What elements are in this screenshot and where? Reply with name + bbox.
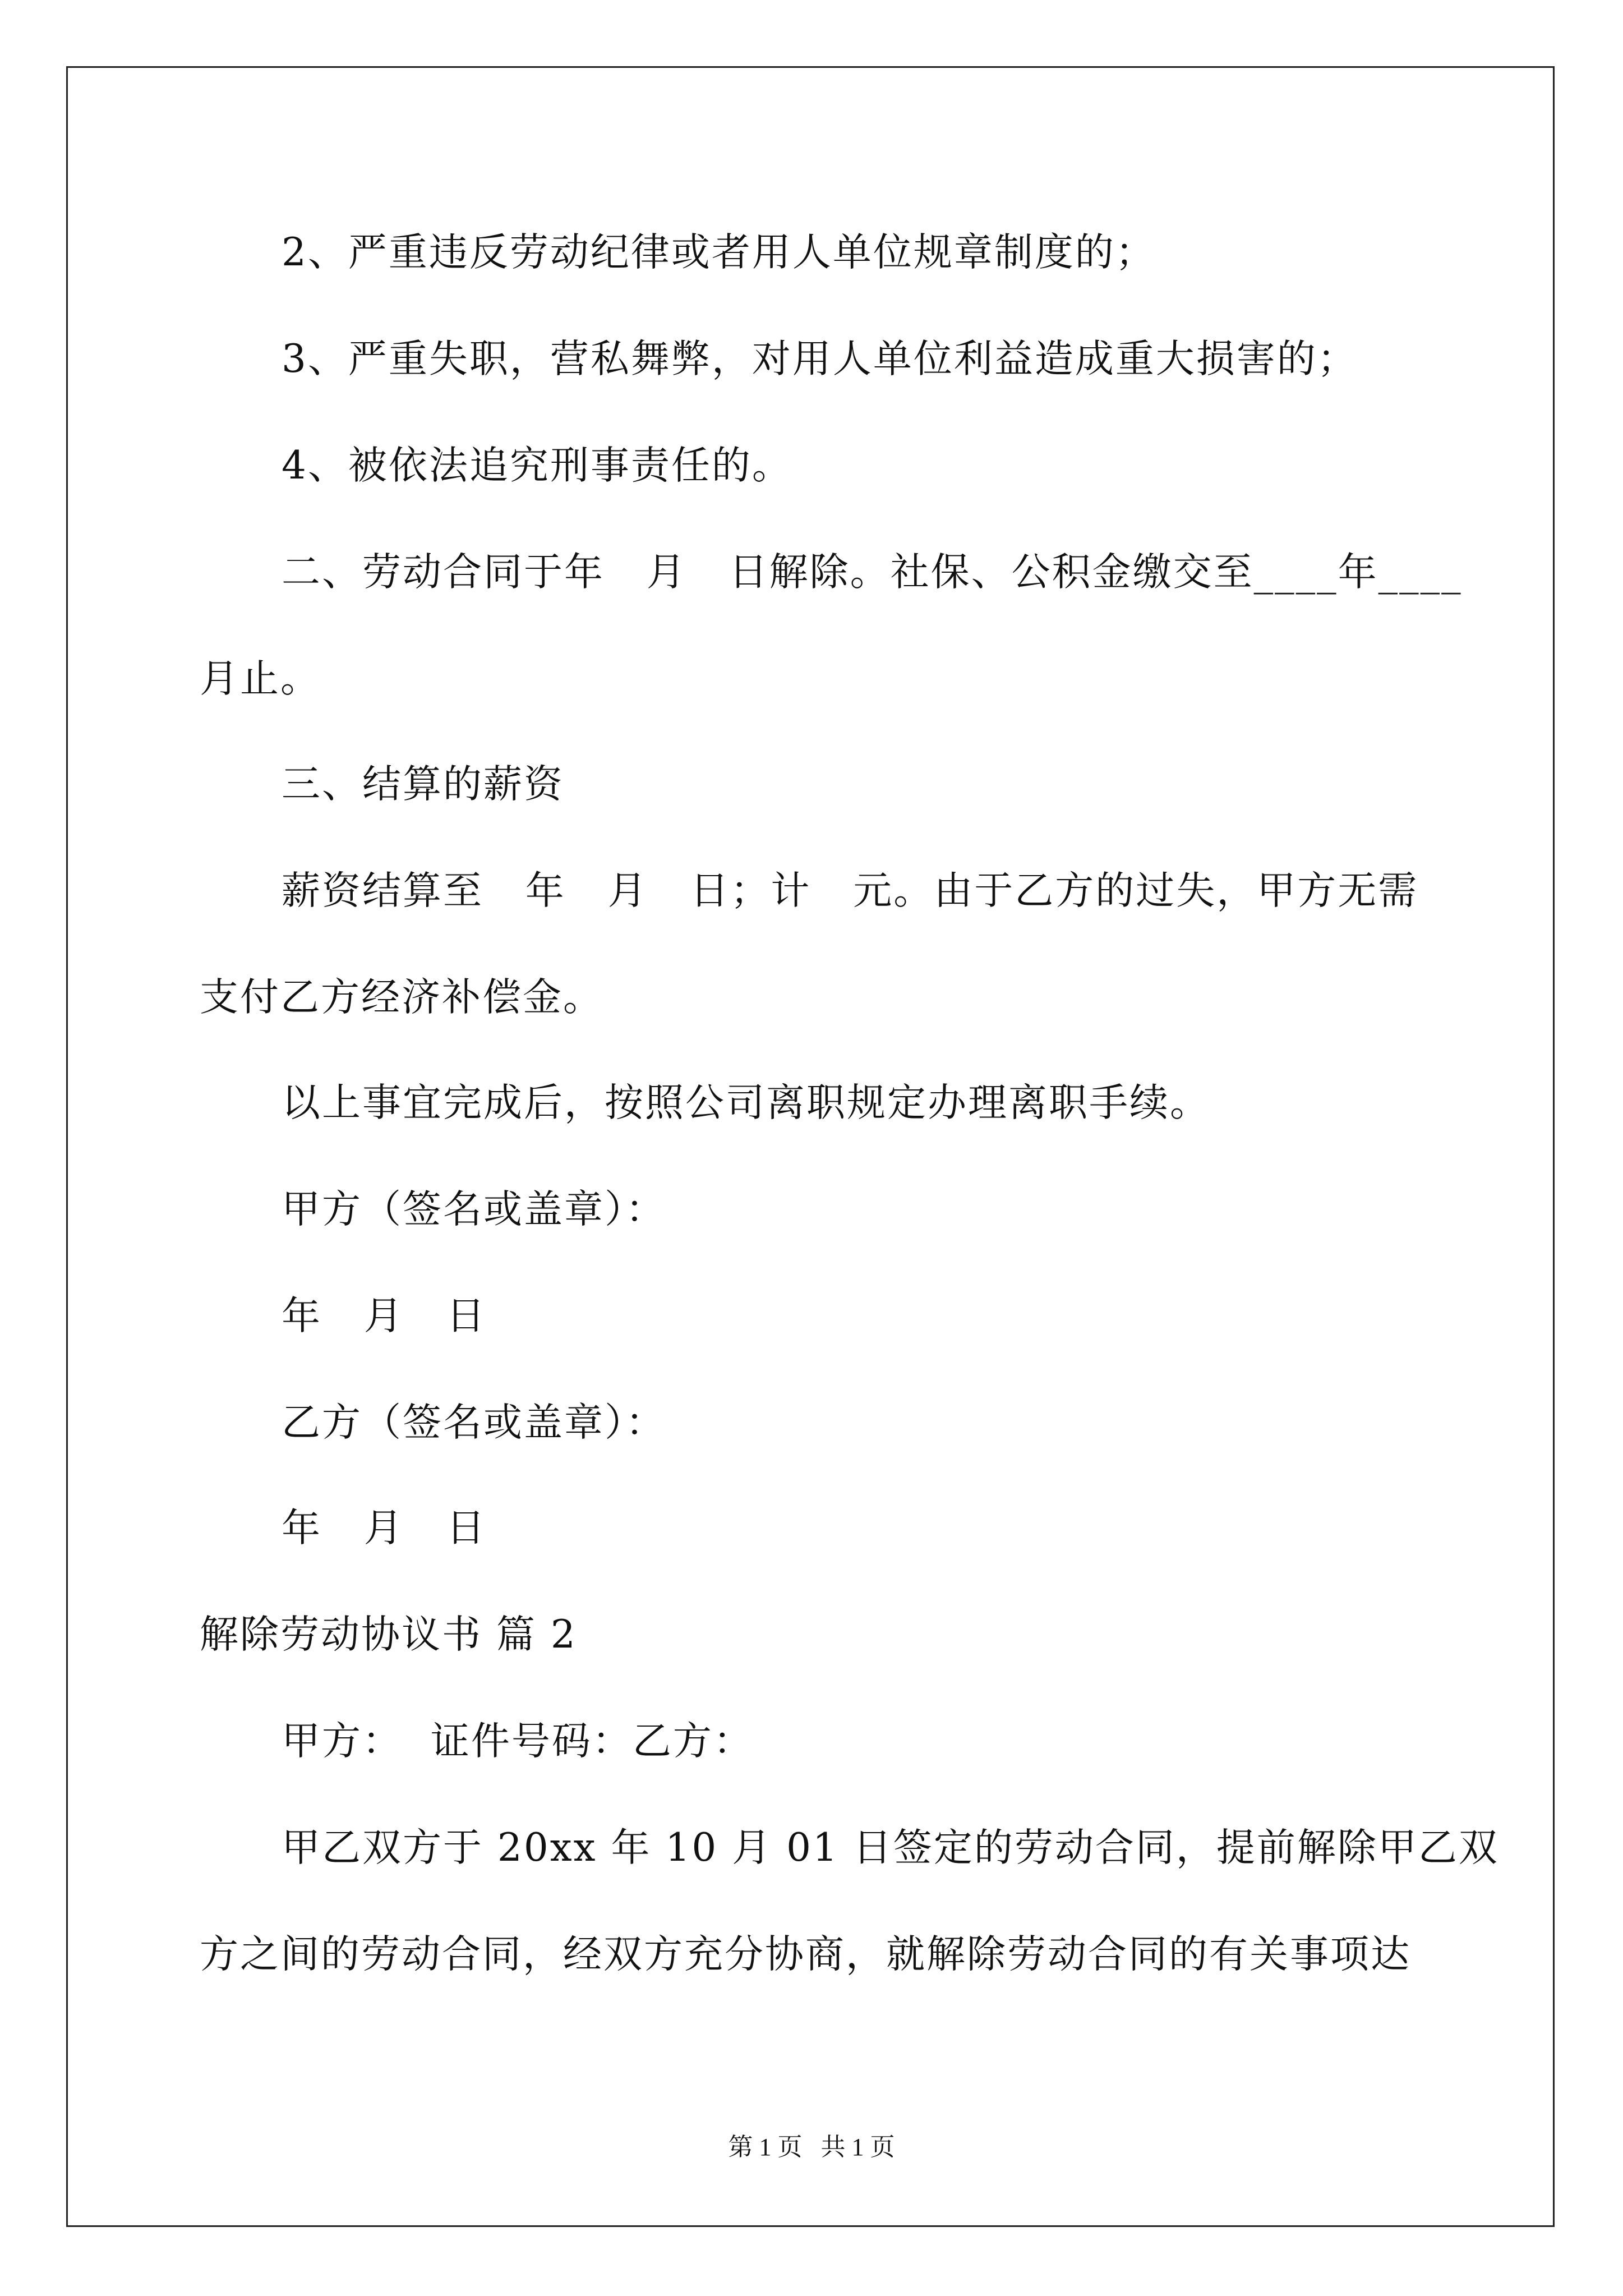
party-a-date: 年 月 日 xyxy=(282,1294,487,1338)
salary-line-1: 薪资结算至 年 月 日；计 元。由于乙方的过失，甲方无需 xyxy=(282,868,1419,913)
salary-line-2: 支付乙方经济补偿金。 xyxy=(200,975,603,1020)
article-2-heading: 解除劳动协议书 篇 2 xyxy=(200,1612,577,1657)
clause-3: 3、严重失职，营私舞弊，对用人单位利益造成重大损害的； xyxy=(282,337,1358,381)
body-line-2: 方之间的劳动合同，经双方充分协商，就解除劳动合同的有关事项达 xyxy=(200,1932,1411,1977)
parties-line: 甲方： 证件号码：乙方： xyxy=(282,1719,754,1764)
clause-2: 2、严重违反劳动纪律或者用人单位规章制度的； xyxy=(282,230,1156,275)
party-b-date: 年 月 日 xyxy=(282,1506,487,1550)
section-2-line-1: 二、劳动合同于年 月 日解除。社保、公积金缴交至____年____ xyxy=(282,550,1463,595)
page-number-footer: 第 1 页 共 1 页 xyxy=(728,2133,895,2161)
section-2-line-2: 月止。 xyxy=(200,656,321,701)
section-3-heading: 三、结算的薪资 xyxy=(282,762,564,807)
party-b-signature: 乙方（签名或盖章）： xyxy=(282,1400,666,1445)
party-a-signature: 甲方（签名或盖章）： xyxy=(282,1187,666,1232)
page-border xyxy=(66,66,1555,2227)
body-line-1: 甲乙双方于 20xx 年 10 月 01 日签定的劳动合同，提前解除甲乙双 xyxy=(282,1825,1499,1870)
clause-4: 4、被依法追究刑事责任的。 xyxy=(282,443,792,488)
procedure-line: 以上事宜完成后，按照公司离职规定办理离职手续。 xyxy=(282,1080,1210,1125)
